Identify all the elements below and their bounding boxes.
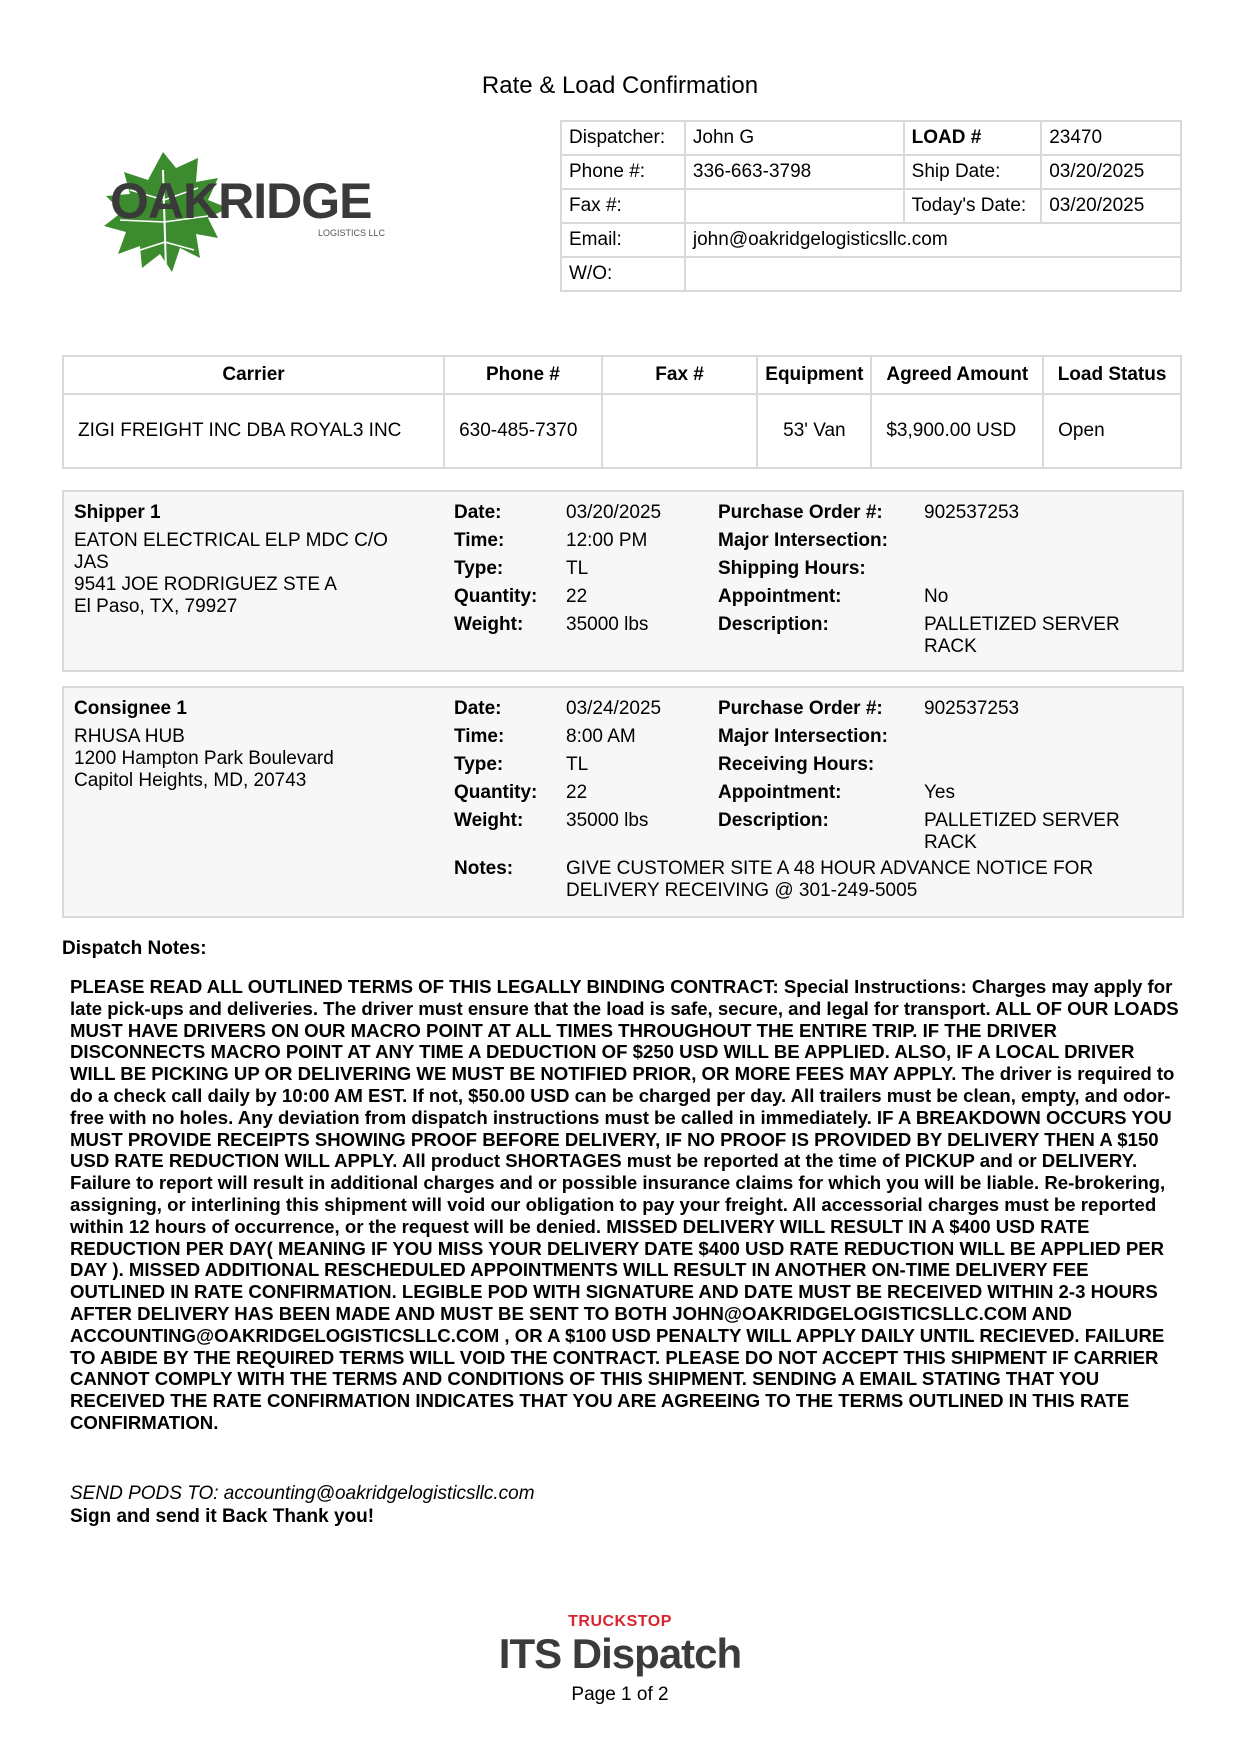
- shipper-po-label: Purchase Order #:: [718, 502, 883, 523]
- shipper-title: Shipper 1: [74, 502, 161, 523]
- phone-value: 336-663-3798: [685, 155, 904, 189]
- consignee-title: Consignee 1: [74, 698, 187, 719]
- consignee-quantity: 22: [566, 782, 588, 803]
- shipper-quantity-label: Quantity:: [454, 586, 538, 607]
- page-number: Page 1 of 2: [571, 1684, 669, 1705]
- dispatch-info-table: [560, 120, 1182, 292]
- todays-date-value: 03/20/2025: [1041, 189, 1181, 223]
- consignee-po-label: Purchase Order #:: [718, 698, 883, 719]
- consignee-type-label: Type:: [454, 754, 504, 775]
- truckstop-brand: TRUCKSTOP: [568, 1613, 672, 1630]
- consignee-notes: GIVE CUSTOMER SITE A 48 HOUR ADVANCE NOTICE FOR DELIVERY RECEIVING @ 301-249-5005: [566, 858, 1094, 901]
- shipper-description: PALLETIZED SERVER RACK: [924, 614, 1120, 657]
- phone-header: Phone #: [444, 356, 602, 394]
- consignee-po: 902537253: [924, 698, 1020, 719]
- ship-date-label: Ship Date:: [904, 155, 1042, 189]
- consignee-weight-label: Weight:: [454, 810, 524, 831]
- consignee-hours-label: Receiving Hours:: [718, 754, 875, 775]
- shipper-type: TL: [566, 558, 589, 579]
- fax-header: Fax #: [602, 356, 758, 394]
- consignee-street: 1200 Hampton Park Boulevard: [74, 748, 334, 769]
- carrier-phone: 630-485-7370: [444, 394, 602, 468]
- consignee-intersection-label: Major Intersection:: [718, 726, 888, 747]
- carrier-amount: $3,900.00 USD: [871, 394, 1043, 468]
- consignee-box: [62, 686, 1184, 918]
- consignee-weight: 35000 lbs: [566, 810, 649, 831]
- consignee-time-label: Time:: [454, 726, 505, 747]
- consignee-name: RHUSA HUB: [74, 726, 185, 747]
- shipper-address: [74, 530, 414, 618]
- sign-line: Sign and send it Back Thank you!: [70, 1506, 375, 1527]
- shipper-weight-label: Weight:: [454, 614, 524, 635]
- shipper-appointment: No: [924, 586, 949, 607]
- consignee-description-label: Description:: [718, 810, 829, 831]
- wo-value: [685, 257, 1181, 291]
- shipper-intersection-label: Major Intersection:: [718, 530, 888, 551]
- shipper-quantity: 22: [566, 586, 588, 607]
- carrier-status: Open: [1043, 394, 1181, 468]
- shipper-date: 03/20/2025: [566, 502, 662, 523]
- load-number-value: 23470: [1041, 121, 1181, 155]
- shipper-street: 9541 JOE RODRIGUEZ STE A: [74, 574, 337, 595]
- send-pods-line: SEND PODS TO: accounting@oakridgelogisticsllc.com: [70, 1483, 535, 1504]
- carrier-header: Carrier: [63, 356, 444, 394]
- shipper-type-label: Type:: [454, 558, 504, 579]
- consignee-address: [74, 726, 414, 792]
- dispatcher-value: John G: [685, 121, 904, 155]
- shipper-name: EATON ELECTRICAL ELP MDC C/O JAS: [74, 530, 388, 573]
- logo-subtitle: LOGISTICS LLC: [318, 228, 386, 238]
- shipper-po: 902537253: [924, 502, 1020, 523]
- shipper-hours-label: Shipping Hours:: [718, 558, 866, 579]
- document-title: Rate & Load Confirmation: [481, 72, 759, 99]
- load-number-label: LOAD #: [904, 121, 1042, 155]
- todays-date-label: Today's Date:: [904, 189, 1042, 223]
- load-status-header: Load Status: [1043, 356, 1181, 394]
- consignee-city: Capitol Heights, MD, 20743: [74, 770, 307, 791]
- consignee-time: 8:00 AM: [566, 726, 636, 747]
- consignee-appointment: Yes: [924, 782, 955, 803]
- dispatch-notes-title: Dispatch Notes:: [62, 938, 207, 959]
- carrier-fax: [602, 394, 758, 468]
- carrier-equipment: 53' Van: [757, 394, 871, 468]
- consignee-description: PALLETIZED SERVER RACK: [924, 810, 1120, 853]
- its-dispatch-logo: ITS Dispatch: [498, 1630, 742, 1677]
- carrier-table: [62, 355, 1182, 469]
- agreed-amount-header: Agreed Amount: [871, 356, 1043, 394]
- dispatcher-label: Dispatcher:: [561, 121, 685, 155]
- company-logo: [68, 150, 418, 290]
- logo-wordmark: OAKRIDGE: [110, 173, 372, 229]
- shipper-appointment-label: Appointment:: [718, 586, 842, 607]
- equipment-header: Equipment: [757, 356, 871, 394]
- shipper-time-label: Time:: [454, 530, 505, 551]
- consignee-type: TL: [566, 754, 589, 775]
- wo-label: W/O:: [561, 257, 685, 291]
- email-label: Email:: [561, 223, 685, 257]
- fax-value: [685, 189, 904, 223]
- consignee-notes-label: Notes:: [454, 858, 514, 879]
- shipper-date-label: Date:: [454, 502, 502, 523]
- shipper-city: El Paso, TX, 79927: [74, 596, 238, 617]
- consignee-date-label: Date:: [454, 698, 502, 719]
- fax-label: Fax #:: [561, 189, 685, 223]
- consignee-appointment-label: Appointment:: [718, 782, 842, 803]
- shipper-description-label: Description:: [718, 614, 829, 635]
- phone-label: Phone #:: [561, 155, 685, 189]
- consignee-quantity-label: Quantity:: [454, 782, 538, 803]
- shipper-weight: 35000 lbs: [566, 614, 649, 635]
- carrier-name: ZIGI FREIGHT INC DBA ROYAL3 INC: [63, 394, 444, 468]
- shipper-time: 12:00 PM: [566, 530, 648, 551]
- shipper-box: [62, 490, 1184, 672]
- contract-terms: PLEASE READ ALL OUTLINED TERMS OF THIS LEGALLY BINDING CONTRACT: Special Instructions: Charges may apply for late pick-ups and deliveries. The driver must ensure that the load is safe, secure, and legal for transport. ALL OF OUR LOADS MUST HAVE DRIVERS ON OUR MACRO POINT AT ALL TIMES THROUGHOUT THE ENTIRE TRIP. IF THE DRIVER DISCONNECTS MACRO POINT AT ANY TIME A DEDUCTION OF $250 USD WILL BE APPLIED. ALSO, IF A LOCAL DRIVER WILL BE PICKING UP OR DELIVERING WE MUST BE NOTIFIED PRIOR, OR MORE FEES MAY APPLY. The driver is required to do a check call daily by 10:00 AM EST. If not, $50.00 USD can be charged per day. All trailers must be clean, empty, and odor-free with no holes. Any deviation from dispatch instructions must be called in immediately. IF A BREAKDOWN OCCURS YOU MUST PROVIDE RECEIPTS SHOWING PROOF BEFORE DELIVERY, IF NO PROOF IS PROVIDED BY DELIVERY THEN A $150 USD RATE REDUCTION WILL APPLY. All product SHORTAGES must be reported at the time of PICKUP and or DELIVERY. Failure to report will result in additional charges and or possible insurance claims for which you will be liable. Re-brokering, assigning, or interlining this shipment will void our obligation to pay your freight. All accessorial charges must be reported within 12 hours of occurrence, or the request will be denied. MISSED DELIVERY WILL RESULT IN A $400 USD RATE REDUCTION PER DAY( MEANING IF YOU MISS YOUR DELIVERY DATE $400 USD RATE REDUCTION WILL BE APPLIED PER DAY ). MISSED ADDITIONAL RESCHEDULED APPOINTMENTS WILL RESULT IN ANOTHER ON-TIME DELIVERY FEE OUTLINED IN RATE CONFIRMATION. LEGIBLE POD WITH SIGNATURE AND DATE MUST BE RECEIVED WITHIN 2-3 HOURS AFTER DELIVERY HAS BEEN MADE AND MUST BE SENT TO BOTH JOHN@OAKRIDGELOGISTICSLLC.COM AND ACCOUNTING@OAKRIDGELOGISTICSLLC.COM , OR A $100 USD PENALTY WILL APPLY DAILY UNTIL RECIEVED. FAILURE TO ABIDE BY THE REQUIRED TERMS WILL VOID THE CONTRACT. PLEASE DO NOT ACCEPT THIS SHIPMENT IF CARRIER CANNOT COMPLY WITH THE TERMS AND CONDITIONS OF THIS SHIPMENT. SENDING A EMAIL STATING THAT YOU RECEIVED THE RATE CONFIRMATION INDICATES THAT YOU ARE AGREEING TO THE TERMS OUTLINED IN THIS RATE CONFIRMATION.: [70, 976, 1179, 1433]
- ship-date-value: 03/20/2025: [1041, 155, 1181, 189]
- consignee-date: 03/24/2025: [566, 698, 662, 719]
- email-value: john@oakridgelogisticsllc.com: [685, 223, 1181, 257]
